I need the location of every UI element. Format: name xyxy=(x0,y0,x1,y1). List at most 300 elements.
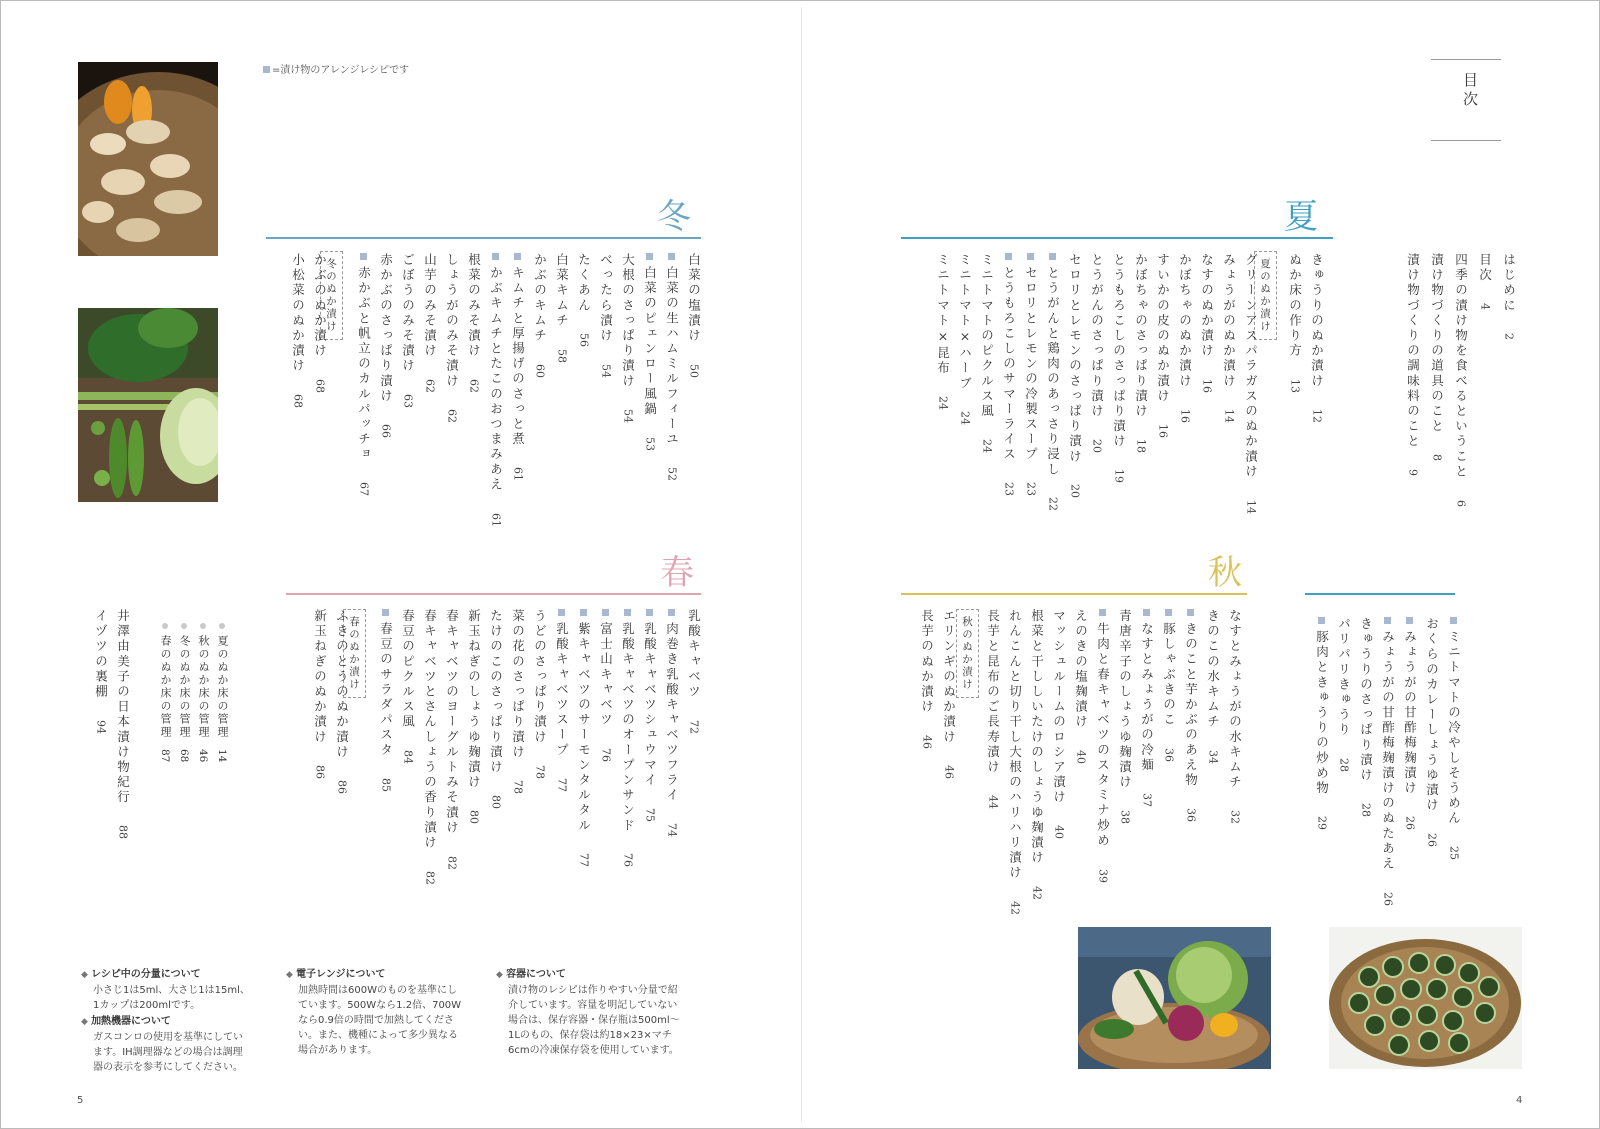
toc-entry-page: 6 xyxy=(1454,499,1468,507)
toc-entry[interactable] xyxy=(533,609,546,779)
toc-entry-title: かぼちゃのさっぱり漬け xyxy=(1133,253,1149,420)
toc-entry[interactable] xyxy=(665,253,678,481)
note-quantity: ◆ レシピ中の分量について 小さじ1は5ml、大さじ1は15ml、 1カップは200mlです。 xyxy=(81,967,261,1013)
toc-entry[interactable] xyxy=(1502,253,1515,340)
toc-entry-page: 84 xyxy=(401,749,415,764)
toc-entry-title: セロリとレモンの冷製スープ xyxy=(1023,266,1039,463)
toc-entry-page: 26 xyxy=(1381,891,1395,906)
toc-entry-page: 61 xyxy=(511,467,525,482)
toc-entry-title: とうがんのさっぱり漬け xyxy=(1089,253,1105,420)
toc-entry-page: 75 xyxy=(643,808,657,823)
toc-entry[interactable] xyxy=(577,609,590,867)
column-entry-title: 井澤由美子の日本漬け物紀行 xyxy=(115,609,131,806)
management-entry-title: 春のぬか床の管理 xyxy=(159,635,172,739)
arrange-marker-icon xyxy=(382,609,389,616)
toc-entry[interactable] xyxy=(1228,609,1241,824)
toc-entry-title: グリーンアスパラガスのぬか漬け xyxy=(1243,253,1259,480)
arrange-marker-icon xyxy=(646,253,653,260)
toc-entry-page: 9 xyxy=(1406,469,1420,477)
toc-entry[interactable] xyxy=(1222,253,1235,423)
toc-entry[interactable] xyxy=(1337,617,1350,772)
toc-entry[interactable] xyxy=(1068,253,1081,498)
toc-entry-page: 78 xyxy=(511,780,525,794)
toc-entry-title: キムチと厚揚げのさっと煮 xyxy=(510,266,526,448)
toc-entry-title: きのこの水キムチ xyxy=(1205,609,1221,730)
toc-entry-page: 46 xyxy=(942,764,956,779)
toc-entry-title: ふきのとうのぬか漬け xyxy=(334,609,350,760)
toc-entry-page: 85 xyxy=(379,777,393,792)
toc-entry-page: 80 xyxy=(489,795,503,810)
toc-entry-title: 乳酸キャベツのオープンサンド xyxy=(620,622,636,834)
toc-entry-page: 50 xyxy=(687,363,701,378)
toc-entry-page: 40 xyxy=(1052,825,1066,840)
toc-entry-title: 根菜と干ししいたけのしょうゆ麹漬け xyxy=(1029,609,1045,866)
toc-entry-title: 赤かぶと帆立のカルパッチョ xyxy=(356,266,372,463)
arrange-marker-icon xyxy=(1027,253,1034,260)
toc-entry[interactable] xyxy=(467,253,480,393)
toc-entry[interactable] xyxy=(1090,253,1103,453)
toc-entry-page: 62 xyxy=(445,408,459,423)
toc-entry-page: 46 xyxy=(920,734,934,749)
gutter xyxy=(801,7,802,1122)
column-entry-page: 88 xyxy=(116,825,130,840)
toc-entry-title: うどのさっぱり漬け xyxy=(532,609,548,745)
note-heating: ◆ 加熱機器について ガスコンロの使用を基準にしてい ます。IH調理器などの場合は調理 器の表示を参考にしてください。 xyxy=(81,1014,266,1075)
toc-entry[interactable] xyxy=(599,609,612,762)
toc-entry-page: 16 xyxy=(1178,408,1192,423)
toc-entry[interactable] xyxy=(942,609,955,779)
note-container: ◆ 容器について 漬け物のレシピは作りやすい分量で紹 介しています。容量を明記していない 場合は、保存容器・保存瓶は500ml〜 1Lのもの、保存袋は約18×23×マチ 6cmの冷凍保存袋を使用しています。 xyxy=(496,967,706,1058)
toc-entry-title: 菜の花のさっぱり漬け xyxy=(510,609,526,760)
toc-entry-page: 77 xyxy=(555,777,569,792)
toc-entry-page: 72 xyxy=(687,719,701,734)
toc-entry-title: 乳酸キャベツシュウマイ xyxy=(642,622,658,789)
toc-entry[interactable] xyxy=(445,609,458,870)
arrange-marker-icon xyxy=(1318,617,1325,624)
toc-entry-title: すいかの皮のぬか漬け xyxy=(1155,253,1171,404)
toc-entry-title: 春豆のサラダパスタ xyxy=(378,622,394,758)
arrange-marker-icon xyxy=(1143,609,1150,616)
column-entry[interactable] xyxy=(116,609,129,839)
page-number-left: 5 xyxy=(77,1095,84,1106)
toc-entry-page: 8 xyxy=(1430,454,1444,462)
season-heading-spring: 春 xyxy=(660,553,694,593)
toc-entry[interactable] xyxy=(291,253,304,408)
toc-entry-title: きゅうりのさっぱり漬け xyxy=(1358,617,1374,784)
toc-entry[interactable] xyxy=(1156,253,1169,438)
toc-entry-page: 38 xyxy=(1118,810,1132,825)
toc-entry-title: みょうがのぬか漬け xyxy=(1221,253,1237,389)
toc-entry-page: 74 xyxy=(665,823,679,838)
toc-entry-page: 23 xyxy=(1024,482,1038,497)
toc-entry-title: 赤かぶのさっぱり漬け xyxy=(378,253,394,404)
toc-entry-title: たけのこのさっぱり漬け xyxy=(488,609,504,776)
arrange-marker-icon xyxy=(1049,253,1056,260)
toc-entry-title: 根菜のみそ漬け xyxy=(466,253,482,359)
toc-entry[interactable] xyxy=(1030,609,1043,900)
toc-entry-page: 26 xyxy=(1425,833,1439,848)
toc-entry[interactable] xyxy=(958,253,971,425)
toc-entry-page: 37 xyxy=(1140,793,1154,807)
toc-entry-page: 82 xyxy=(445,855,459,870)
toc-entry-page: 77 xyxy=(577,853,591,868)
toc-entry-title: 山芋のみそ漬け xyxy=(422,253,438,359)
toc-entry-page: 53 xyxy=(643,437,657,451)
toc-entry-title: 漬け物づくりの道具のこと xyxy=(1429,253,1445,435)
toc-entry-title: 目次 xyxy=(1477,253,1493,284)
toc-entry[interactable] xyxy=(1454,253,1467,507)
winter-nuka-heading: 冬のぬか漬け xyxy=(320,251,343,340)
toc-entry[interactable] xyxy=(936,253,949,410)
toc-entry[interactable] xyxy=(980,253,993,453)
toc-entry[interactable] xyxy=(1425,617,1438,847)
management-entry-page: 68 xyxy=(178,749,190,763)
toc-entry-page: 36 xyxy=(1162,747,1176,762)
toc-entry-title: かぼちゃのぬか漬け xyxy=(1177,253,1193,389)
toc-entry-page: 20 xyxy=(1068,484,1082,499)
toc-entry-page: 36 xyxy=(1184,808,1198,823)
toc-entry[interactable] xyxy=(533,253,546,378)
arrange-marker-icon xyxy=(558,609,565,616)
toc-entry[interactable] xyxy=(445,253,458,423)
toc-entry-page: 80 xyxy=(467,810,481,825)
toc-entry[interactable] xyxy=(1200,253,1213,393)
toc-entry-title: 牛肉と春キャベツのスタミナ炒め xyxy=(1095,622,1111,849)
toc-entry-title: 四季の漬け物を食べるということ xyxy=(1453,253,1469,480)
toc-entry-title: 青唐辛子のしょうゆ麹漬け xyxy=(1117,609,1133,791)
toc-entry[interactable] xyxy=(1478,253,1491,310)
column-entry-page: 94 xyxy=(94,719,108,734)
toc-entry-title: ミニトマトのピクルス風 xyxy=(979,253,995,420)
toc-entry[interactable] xyxy=(1162,609,1175,762)
toc-entry[interactable] xyxy=(577,253,590,347)
arrange-marker-icon xyxy=(668,253,675,260)
toc-entry-title: みょうがの甘酢梅麹漬けのぬたあえ xyxy=(1380,630,1396,872)
toc-entry-title: 漬け物づくりの調味料のこと xyxy=(1405,253,1421,450)
note-microwave: ◆ 電子レンジについて 加熱時間は600Wのものを基準にし ています。500Wなら1.2倍、700W なら0.9倍の時間で加熱してくださ い。また、機種によって多少異なる 場合があります。 xyxy=(286,967,481,1058)
arrange-marker-icon xyxy=(624,609,631,616)
management-entry[interactable] xyxy=(176,623,192,762)
toc-entry[interactable] xyxy=(335,609,348,794)
toc-entry-title: きのこと芋かぶのあえ物 xyxy=(1183,622,1199,789)
toc-entry-title: セロリとレモンのさっぱり漬け xyxy=(1067,253,1083,465)
management-entry[interactable] xyxy=(157,623,173,762)
toc-entry-title: きゅうりのぬか漬け xyxy=(1309,253,1325,389)
toc-entry[interactable] xyxy=(379,253,392,438)
toc-entry[interactable] xyxy=(643,609,656,822)
toc-entry[interactable] xyxy=(1315,617,1328,830)
toc-entry-page: 66 xyxy=(379,424,393,438)
toc-entry[interactable] xyxy=(555,609,568,792)
rule-misc xyxy=(1305,593,1455,595)
toc-entry-title: 白菜のピェンロー風鍋 xyxy=(642,266,658,417)
toc-entry-page: 24 xyxy=(958,411,972,426)
mokuji-title: 目次 xyxy=(1431,59,1501,141)
toc-entry-title: べったら漬け xyxy=(598,253,614,344)
toc-entry-title: なすとみょうがの水キムチ xyxy=(1227,609,1243,791)
toc-entry-page: 18 xyxy=(1134,439,1148,454)
toc-entry-title: なすとみょうがの冷麺 xyxy=(1139,622,1155,773)
toc-entry-page: 22 xyxy=(1046,497,1060,512)
arrange-marker-icon xyxy=(1187,609,1194,616)
toc-entry[interactable] xyxy=(511,253,524,481)
toc-entry[interactable] xyxy=(687,253,700,378)
bullet-dot-icon xyxy=(219,623,225,629)
arrange-marker-icon xyxy=(1005,253,1012,260)
toc-entry[interactable] xyxy=(1206,609,1219,764)
toc-entry-page: 63 xyxy=(401,393,415,408)
toc-entry[interactable] xyxy=(489,609,502,809)
arrange-marker-icon xyxy=(360,253,367,260)
toc-entry-title: 乳酸キャベツスープ xyxy=(554,622,570,758)
toc-entry-page: 23 xyxy=(1002,482,1016,497)
toc-entry-title: おくらのカレーしょうゆ漬け xyxy=(1424,617,1440,814)
toc-entry-title: れんこんと切り干し大根のハリハリ漬け xyxy=(1007,609,1023,881)
toc-entry-title: パリパリきゅうり xyxy=(1336,617,1352,738)
toc-entry-title: とうもろこしのサマーライス xyxy=(1001,266,1017,463)
toc-entry[interactable] xyxy=(1096,609,1109,883)
arrange-marker-icon xyxy=(492,253,499,260)
season-heading-summer: 夏 xyxy=(1284,197,1318,237)
toc-entry[interactable] xyxy=(555,253,568,363)
toc-entry-title: とうもろこしのさっぱり漬け xyxy=(1111,253,1127,450)
rule-autumn xyxy=(901,593,1247,595)
toc-entry-page: 16 xyxy=(1200,378,1214,393)
season-heading-autumn: 秋 xyxy=(1208,553,1242,593)
toc-entry[interactable] xyxy=(1310,253,1323,423)
toc-entry-page: 32 xyxy=(1228,810,1242,825)
management-entry-page: 46 xyxy=(197,749,209,763)
toc-entry[interactable] xyxy=(665,609,678,837)
toc-entry-page: 29 xyxy=(1315,816,1329,831)
summer-nuka-heading: 夏のぬか漬け xyxy=(1254,251,1277,340)
arrange-marker-icon xyxy=(668,609,675,616)
arrange-marker-icon xyxy=(602,609,609,616)
toc-entry[interactable] xyxy=(401,253,414,408)
toc-entry[interactable] xyxy=(357,253,370,496)
rule-spring xyxy=(286,593,701,595)
toc-entry[interactable] xyxy=(467,609,480,824)
toc-entry-page: 86 xyxy=(335,780,349,794)
toc-entry-page: 82 xyxy=(423,870,437,885)
toc-entry[interactable] xyxy=(1447,617,1460,860)
toc-entry[interactable] xyxy=(687,609,700,734)
toc-entry[interactable] xyxy=(1244,253,1257,514)
toc-entry-page: 44 xyxy=(986,795,1000,810)
toc-entry[interactable] xyxy=(379,609,392,792)
toc-entry[interactable] xyxy=(1118,609,1131,824)
toc-entry[interactable] xyxy=(423,253,436,393)
toc-entry[interactable] xyxy=(599,253,612,378)
legend: =漬け物のアレンジレシピです xyxy=(263,61,409,76)
toc-entry[interactable] xyxy=(1381,617,1394,906)
toc-entry-title: ごぼうのみそ漬け xyxy=(400,253,416,374)
toc-entry[interactable] xyxy=(1359,617,1372,817)
arrange-marker-icon xyxy=(1406,617,1413,624)
arrange-marker-icon xyxy=(1099,609,1106,616)
arrange-marker-icon xyxy=(646,609,653,616)
toc-entry-page: 76 xyxy=(621,853,635,868)
toc-entry-title: 紫キャベツのサーモンタルタル xyxy=(576,622,592,834)
toc-entry-page: 54 xyxy=(621,408,635,423)
toc-entry-page: 68 xyxy=(291,393,305,408)
toc-entry-page: 24 xyxy=(936,396,950,411)
toc-entry-title: 乳酸キャベツ xyxy=(686,609,702,700)
management-entry-page: 87 xyxy=(159,749,171,763)
toc-entry-page: 62 xyxy=(423,378,437,393)
toc-entry-title: 白菜の生ハムミルフィーユ xyxy=(664,266,680,448)
season-heading-winter: 冬 xyxy=(657,197,691,237)
toc-entry-page: 28 xyxy=(1359,803,1373,818)
toc-entry-page: 13 xyxy=(1288,378,1302,393)
toc-entry-page: 4 xyxy=(1478,303,1492,311)
toc-entry-page: 62 xyxy=(467,378,481,393)
toc-entry-title: ミニトマト×昆布 xyxy=(935,253,951,377)
toc-entry-title: 春キャベツのヨーグルトみそ漬け xyxy=(444,609,460,836)
toc-entry[interactable] xyxy=(1288,253,1301,393)
toc-entry-title: はじめに xyxy=(1501,253,1517,314)
toc-entry-title: マッシュルームのロシア漬け xyxy=(1051,609,1067,806)
management-entry-title: 夏のぬか床の管理 xyxy=(216,635,229,739)
toc-entry-page: 14 xyxy=(1244,499,1258,514)
toc-entry-page: 86 xyxy=(313,764,327,779)
toc-entry[interactable] xyxy=(423,609,436,885)
toc-entry-page: 2 xyxy=(1502,333,1516,341)
toc-entry-page: 26 xyxy=(1403,816,1417,831)
bullet-dot-icon xyxy=(162,623,168,629)
toc-entry[interactable] xyxy=(1403,617,1416,830)
spring-nuka-heading: 春のぬか漬け xyxy=(343,609,366,698)
toc-entry-page: 28 xyxy=(1337,757,1351,772)
toc-entry-title: なすのぬか漬け xyxy=(1199,253,1215,359)
toc-entry-page: 19 xyxy=(1112,469,1126,484)
toc-entry[interactable] xyxy=(1046,253,1059,511)
management-entry[interactable] xyxy=(195,623,211,762)
toc-entry[interactable] xyxy=(920,609,933,749)
management-entry-page: 14 xyxy=(216,749,228,763)
toc-entry-page: 56 xyxy=(577,333,591,348)
toc-entry[interactable] xyxy=(1406,253,1419,476)
toc-entry-title: 豚しゃぶきのこ xyxy=(1161,622,1177,728)
toc-entry-title: かぶのぬか漬け xyxy=(312,253,328,359)
toc-entry-page: 34 xyxy=(1206,749,1220,764)
management-entry-title: 冬のぬか床の管理 xyxy=(178,635,191,739)
toc-entry[interactable] xyxy=(986,609,999,809)
toc-entry[interactable] xyxy=(1024,253,1037,496)
toc-entry[interactable] xyxy=(313,253,326,393)
arrange-marker-icon xyxy=(580,609,587,616)
toc-entry[interactable] xyxy=(511,609,524,794)
toc-entry[interactable] xyxy=(489,253,502,527)
toc-entry-page: 42 xyxy=(1030,885,1044,900)
toc-entry-title: 白菜キムチ xyxy=(554,253,570,329)
rule-winter xyxy=(266,237,701,239)
toc-entry[interactable] xyxy=(1112,253,1125,483)
toc-entry-title: 春豆のピクルス風 xyxy=(400,609,416,730)
toc-entry-title: 新玉ねぎのぬか漬け xyxy=(312,609,328,745)
toc-entry-page: 60 xyxy=(533,363,547,378)
toc-entry[interactable] xyxy=(401,609,414,764)
column-entry[interactable] xyxy=(94,609,107,734)
toc-entry-title: 富士山キャベツ xyxy=(598,622,614,728)
toc-entry-title: かぶキムチとたこのおつまみあえ xyxy=(488,266,504,493)
toc-entry-title: ミニトマト×ハーブ xyxy=(957,253,973,392)
spring-vegetables-photo xyxy=(78,308,218,502)
toc-entry-page: 40 xyxy=(1074,749,1088,764)
toc-entry[interactable] xyxy=(1002,253,1015,496)
toc-entry-title: エリンギのぬか漬け xyxy=(941,609,957,745)
toc-entry[interactable] xyxy=(643,253,656,451)
toc-entry-title: しょうがのみそ漬け xyxy=(444,253,460,389)
toc-entry-title: 肉巻き乳酸キャベツフライ xyxy=(664,622,680,804)
page-number-right: 4 xyxy=(1516,1095,1523,1106)
toc-entry-page: 16 xyxy=(1156,424,1170,438)
cucumber-basket-photo xyxy=(1329,927,1522,1069)
toc-entry-page: 68 xyxy=(313,378,327,393)
toc-entry[interactable] xyxy=(1134,253,1147,453)
toc-entry-page: 25 xyxy=(1447,846,1461,861)
arrange-marker-icon xyxy=(263,66,270,73)
toc-entry-page: 39 xyxy=(1096,868,1110,883)
toc-entry-title: 長芋のぬか漬け xyxy=(919,609,935,715)
toc-entry-page: 58 xyxy=(555,348,569,363)
toc-entry-title: 大根のさっぱり漬け xyxy=(620,253,636,389)
toc-entry[interactable] xyxy=(1184,609,1197,822)
vegetable-basket-photo xyxy=(1078,927,1271,1069)
arrange-marker-icon xyxy=(1384,617,1391,624)
toc-entry[interactable] xyxy=(1178,253,1191,423)
toc-entry[interactable] xyxy=(1140,609,1153,807)
arrange-marker-icon xyxy=(1165,609,1172,616)
toc-entry[interactable] xyxy=(1052,609,1065,839)
toc-entry-title: かぶのキムチ xyxy=(532,253,548,344)
toc-entry-page: 14 xyxy=(1222,408,1236,423)
toc-entry-page: 54 xyxy=(599,363,613,378)
arrange-marker-icon xyxy=(1450,617,1457,624)
toc-entry-page: 42 xyxy=(1008,900,1022,915)
toc-entry-page: 78 xyxy=(533,764,547,779)
toc-entry-page: 24 xyxy=(980,439,994,454)
toc-entry-title: ミニトマトの冷やしそうめん xyxy=(1446,630,1462,827)
management-entry[interactable] xyxy=(214,623,230,762)
toc-entry-title: 長芋と昆布のご長寿漬け xyxy=(985,609,1001,776)
toc-entry[interactable] xyxy=(621,253,634,423)
toc-entry[interactable] xyxy=(313,609,326,779)
toc-entry-title: 新玉ねぎのしょうゆ麹漬け xyxy=(466,609,482,791)
toc-entry-title: えのきの塩麹漬け xyxy=(1073,609,1089,730)
toc-entry[interactable] xyxy=(1008,609,1021,915)
toc-entry-page: 12 xyxy=(1310,408,1324,423)
management-entry-title: 秋のぬか床の管理 xyxy=(197,635,210,739)
toc-entry-page: 67 xyxy=(357,482,371,497)
dried-vegetables-photo xyxy=(78,62,218,256)
toc-entry[interactable] xyxy=(621,609,634,867)
rule-summer xyxy=(901,237,1333,239)
toc-entry-title: 春キャベツとさんしょうの香り漬け xyxy=(422,609,438,851)
arrange-marker-icon xyxy=(514,253,521,260)
toc-entry-title: ぬか床の作り方 xyxy=(1287,253,1303,359)
toc-entry-page: 76 xyxy=(599,747,613,762)
bullet-dot-icon xyxy=(181,623,187,629)
toc-entry[interactable] xyxy=(1430,253,1443,461)
toc-entry[interactable] xyxy=(1074,609,1087,764)
toc-entry-page: 52 xyxy=(665,467,679,482)
bullet-dot-icon xyxy=(200,623,206,629)
toc-entry-title: みょうがの甘酢梅麹漬け xyxy=(1402,630,1418,797)
autumn-nuka-heading: 秋のぬか漬け xyxy=(956,609,979,698)
toc-entry-page: 61 xyxy=(489,512,503,527)
toc-entry-title: とうがんと鶏肉のあっさり浸し xyxy=(1045,266,1061,478)
